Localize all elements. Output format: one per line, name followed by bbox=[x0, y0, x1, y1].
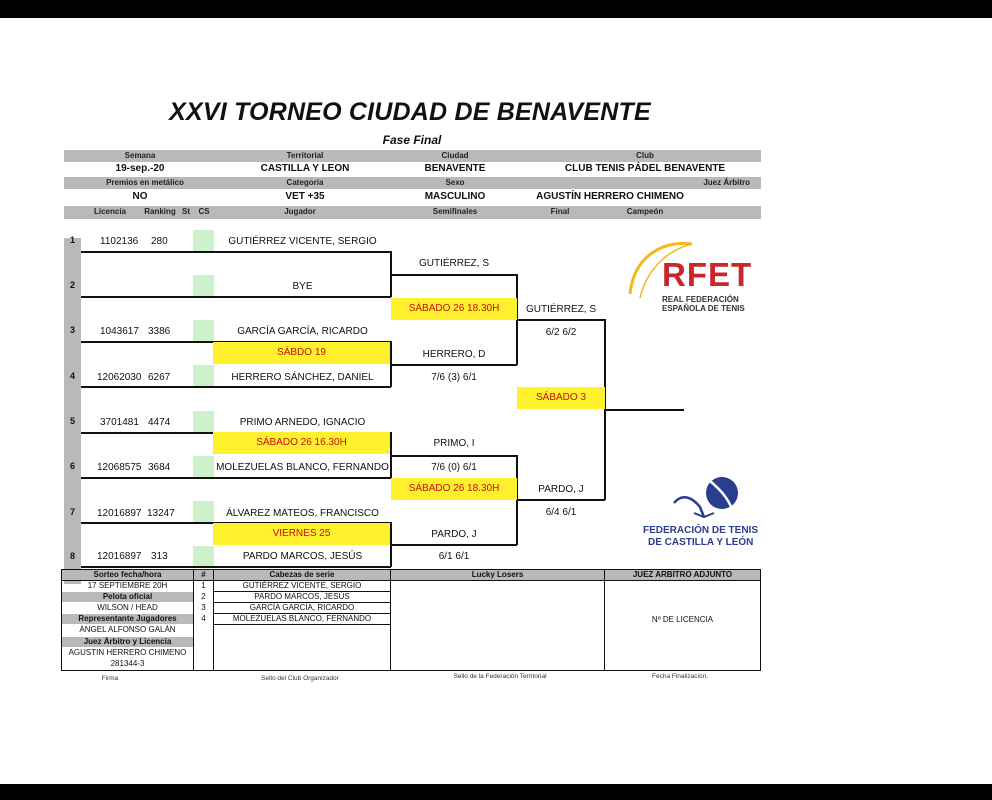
bracket-line bbox=[81, 296, 391, 298]
bracket-line bbox=[81, 386, 391, 388]
juez-label: Juez Árbitro bbox=[703, 178, 750, 187]
qf-schedule-4: VIERNES 25 bbox=[213, 523, 390, 545]
table-divider bbox=[390, 569, 391, 671]
col-final: Final bbox=[550, 207, 570, 216]
rfet-name-line2: ESPAÑOLA DE TENIS bbox=[662, 304, 745, 313]
seed-num-2: 2 bbox=[201, 592, 206, 601]
sorteo-label: Sorteo fecha/hora bbox=[62, 570, 193, 580]
player-ranking-3: 3386 bbox=[148, 326, 171, 337]
player-licencia-1: 1102136 bbox=[100, 236, 139, 247]
bracket-line bbox=[516, 499, 605, 501]
seed-num-1: 1 bbox=[201, 581, 206, 590]
col-jugador: Jugador bbox=[284, 207, 316, 216]
ciudad-label: Ciudad bbox=[441, 151, 469, 160]
bracket-line bbox=[390, 455, 517, 457]
player-licencia-8: 12016897 bbox=[97, 551, 142, 562]
col-campeon: Campeón bbox=[626, 207, 664, 216]
seed-name-4: MOLEZUELAS BLANCO, FERNANDO bbox=[214, 614, 390, 625]
player-ranking-6: 3684 bbox=[148, 462, 171, 473]
player-name-5: PRIMO ARNEDO, IGNACIO bbox=[239, 417, 366, 428]
player-name-4: HERRERO SÁNCHEZ, DANIEL bbox=[231, 372, 374, 383]
premios-label: Premios en metálico bbox=[106, 178, 184, 187]
player-name-8: PARDO MARCOS, JESÚS bbox=[242, 551, 363, 562]
territorial-label: Territorial bbox=[286, 151, 324, 160]
rfet-logo bbox=[622, 238, 762, 328]
col-licencia: Licencia bbox=[93, 207, 126, 216]
player-num-2: 2 bbox=[69, 280, 75, 290]
player-licencia-7: 12016897 bbox=[97, 508, 142, 519]
player-num-7: 7 bbox=[69, 507, 75, 517]
footer-sello-club: Sello del Club Organizador bbox=[261, 675, 339, 682]
semifinal-score-4: 6/1 6/1 bbox=[438, 551, 470, 562]
player-name-1: GUTIÉRREZ VICENTE, SERGIO bbox=[228, 236, 377, 247]
tennis-player-icon bbox=[670, 473, 750, 523]
footer-fecha-finalizacion: Fecha Finalización. bbox=[652, 673, 708, 680]
pelota-value: WILSON / HEAD bbox=[97, 603, 158, 612]
player-name-2: BYE bbox=[292, 281, 313, 292]
juez-adjunto-label: JUEZ ARBITRO ADJUNTO bbox=[605, 570, 760, 580]
player-name-6: MOLEZUELAS BLANCO, FERNANDO bbox=[216, 462, 389, 473]
cs-box-2 bbox=[193, 275, 214, 296]
player-licencia-4: 12062030 bbox=[97, 372, 142, 383]
club-label: Club bbox=[636, 151, 654, 160]
cs-box-7 bbox=[193, 501, 214, 522]
juez-name-value: AGUSTIN HERRERO CHIMENO bbox=[68, 648, 187, 657]
finalist-score-1: 6/2 6/2 bbox=[545, 327, 577, 338]
footer-firma: Firma bbox=[101, 675, 119, 682]
semifinal-score-2: 7/6 (3) 6/1 bbox=[431, 372, 477, 383]
player-ranking-1: 280 bbox=[151, 236, 168, 247]
qf-schedule-3: SÁBADO 26 16.30H bbox=[213, 432, 390, 454]
sf-schedule-2: SÁBADO 26 18.30H bbox=[391, 478, 517, 500]
player-name-3: GARCÍA GARCÍA, RICARDO bbox=[237, 326, 368, 337]
seed-name-2: PARDO MARCOS, JESÚS bbox=[214, 592, 390, 603]
bracket-line bbox=[390, 544, 517, 546]
player-ranking-4: 6267 bbox=[148, 372, 171, 383]
licencia-number-label: Nº DE LICENCIA bbox=[651, 615, 714, 624]
semifinal-winner-3: PRIMO, I bbox=[433, 438, 475, 449]
seed-num-4: 4 bbox=[201, 614, 206, 623]
sorteo-value: 17 SEPTIEMBRE 20H bbox=[87, 581, 168, 590]
player-num-5: 5 bbox=[69, 416, 75, 426]
player-name-7: ÁLVAREZ MATEOS, FRANCISCO bbox=[226, 508, 379, 519]
cs-box-8 bbox=[193, 546, 214, 567]
seed-hash-label: # bbox=[194, 570, 213, 580]
player-licencia-3: 1043617 bbox=[100, 326, 139, 337]
sexo-value: MASCULINO bbox=[424, 191, 486, 202]
semifinal-winner-2: HERRERO, D bbox=[422, 349, 486, 360]
juez-licencia-label: Juez Árbitro y Licencia bbox=[62, 637, 193, 647]
bracket-line bbox=[81, 477, 391, 479]
fcyl-name-line2: DE CASTILLA Y LEÓN bbox=[648, 537, 754, 548]
premios-value: NO bbox=[132, 191, 148, 202]
tournament-sheet bbox=[0, 18, 992, 784]
bracket-line bbox=[516, 319, 605, 321]
bracket-line bbox=[81, 566, 391, 568]
sf-schedule-1: SÁBADO 26 18.30H bbox=[391, 298, 517, 320]
categoria-value: VET +35 bbox=[285, 191, 325, 202]
col-st: St bbox=[182, 207, 190, 216]
player-ranking-8: 313 bbox=[151, 551, 168, 562]
final-schedule: SÁBADO 3 bbox=[517, 387, 605, 409]
seed-num-3: 3 bbox=[201, 603, 206, 612]
rfet-abbr: RFET bbox=[662, 256, 753, 293]
cs-box-1 bbox=[193, 230, 214, 251]
categoria-label: Categoría bbox=[286, 178, 324, 187]
semifinal-winner-4: PARDO, J bbox=[431, 529, 477, 540]
col-semifinales: Semifinales bbox=[432, 207, 478, 216]
cs-box-4 bbox=[193, 365, 214, 386]
fcyl-logo bbox=[640, 473, 772, 553]
bracket-line bbox=[81, 251, 391, 253]
champion-line bbox=[604, 409, 684, 411]
player-licencia-6: 12068575 bbox=[97, 462, 142, 473]
pelota-label: Pelota oficial bbox=[62, 592, 193, 602]
player-ranking-7: 13247 bbox=[147, 508, 175, 519]
semana-value: 19-sep.-20 bbox=[115, 163, 165, 174]
club-value: CLUB TENIS PÁDEL BENAVENTE bbox=[564, 163, 726, 174]
cs-box-6 bbox=[193, 456, 214, 477]
semifinal-score-3: 7/6 (0) 6/1 bbox=[431, 462, 477, 473]
finalist-score-2: 6/4 6/1 bbox=[545, 507, 577, 518]
semifinal-winner-1: GUTIÉRREZ, S bbox=[418, 258, 489, 269]
juez-licencia-value: 281344-3 bbox=[110, 659, 145, 668]
cs-box-5 bbox=[193, 411, 214, 432]
cs-box-3 bbox=[193, 320, 214, 341]
player-num-8: 8 bbox=[69, 551, 75, 561]
player-num-4: 4 bbox=[69, 371, 75, 381]
cabezas-label: Cabezas de serie bbox=[214, 570, 390, 580]
player-num-3: 3 bbox=[69, 325, 75, 335]
rfet-name-line1: REAL FEDERACIÓN bbox=[662, 295, 739, 304]
page-subtitle: Fase Final bbox=[382, 133, 442, 147]
player-num-6: 6 bbox=[69, 461, 75, 471]
player-num-1: 1 bbox=[69, 235, 75, 245]
ciudad-value: BENAVENTE bbox=[424, 163, 486, 174]
col-ranking: Ranking bbox=[144, 207, 176, 216]
lucky-losers-label: Lucky Losers bbox=[391, 570, 604, 580]
sexo-label: Sexo bbox=[445, 178, 465, 187]
footer-sello-federacion: Sello de la Federación Territorial bbox=[453, 673, 547, 680]
semana-label: Semana bbox=[124, 151, 156, 160]
seed-name-1: GUTIÉRREZ VICENTE, SERGIO bbox=[214, 581, 390, 592]
bracket-line bbox=[390, 274, 517, 276]
col-cs: CS bbox=[198, 207, 210, 216]
bracket-line bbox=[390, 364, 517, 366]
representante-label: Representante Jugadores bbox=[62, 614, 193, 624]
player-licencia-5: 3701481 bbox=[100, 417, 139, 428]
territorial-value: CASTILLA Y LEON bbox=[260, 163, 350, 174]
finalist-2: PARDO, J bbox=[538, 484, 584, 495]
page-title: XXVI TORNEO CIUDAD DE BENAVENTE bbox=[169, 98, 651, 126]
finalist-1: GUTIÉRREZ, S bbox=[525, 304, 596, 315]
juez-value: AGUSTÍN HERRERO CHIMENO bbox=[536, 191, 684, 202]
player-ranking-5: 4474 bbox=[148, 417, 171, 428]
fcyl-name-line1: FEDERACIÓN DE TENIS bbox=[643, 525, 759, 536]
representante-value: ÁNGEL ALFONSO GALÁN bbox=[79, 625, 176, 634]
qf-schedule-2: SÁBDO 19 bbox=[213, 342, 390, 364]
seed-name-3: GARCÍA GARCÍA, RICARDO bbox=[214, 603, 390, 614]
